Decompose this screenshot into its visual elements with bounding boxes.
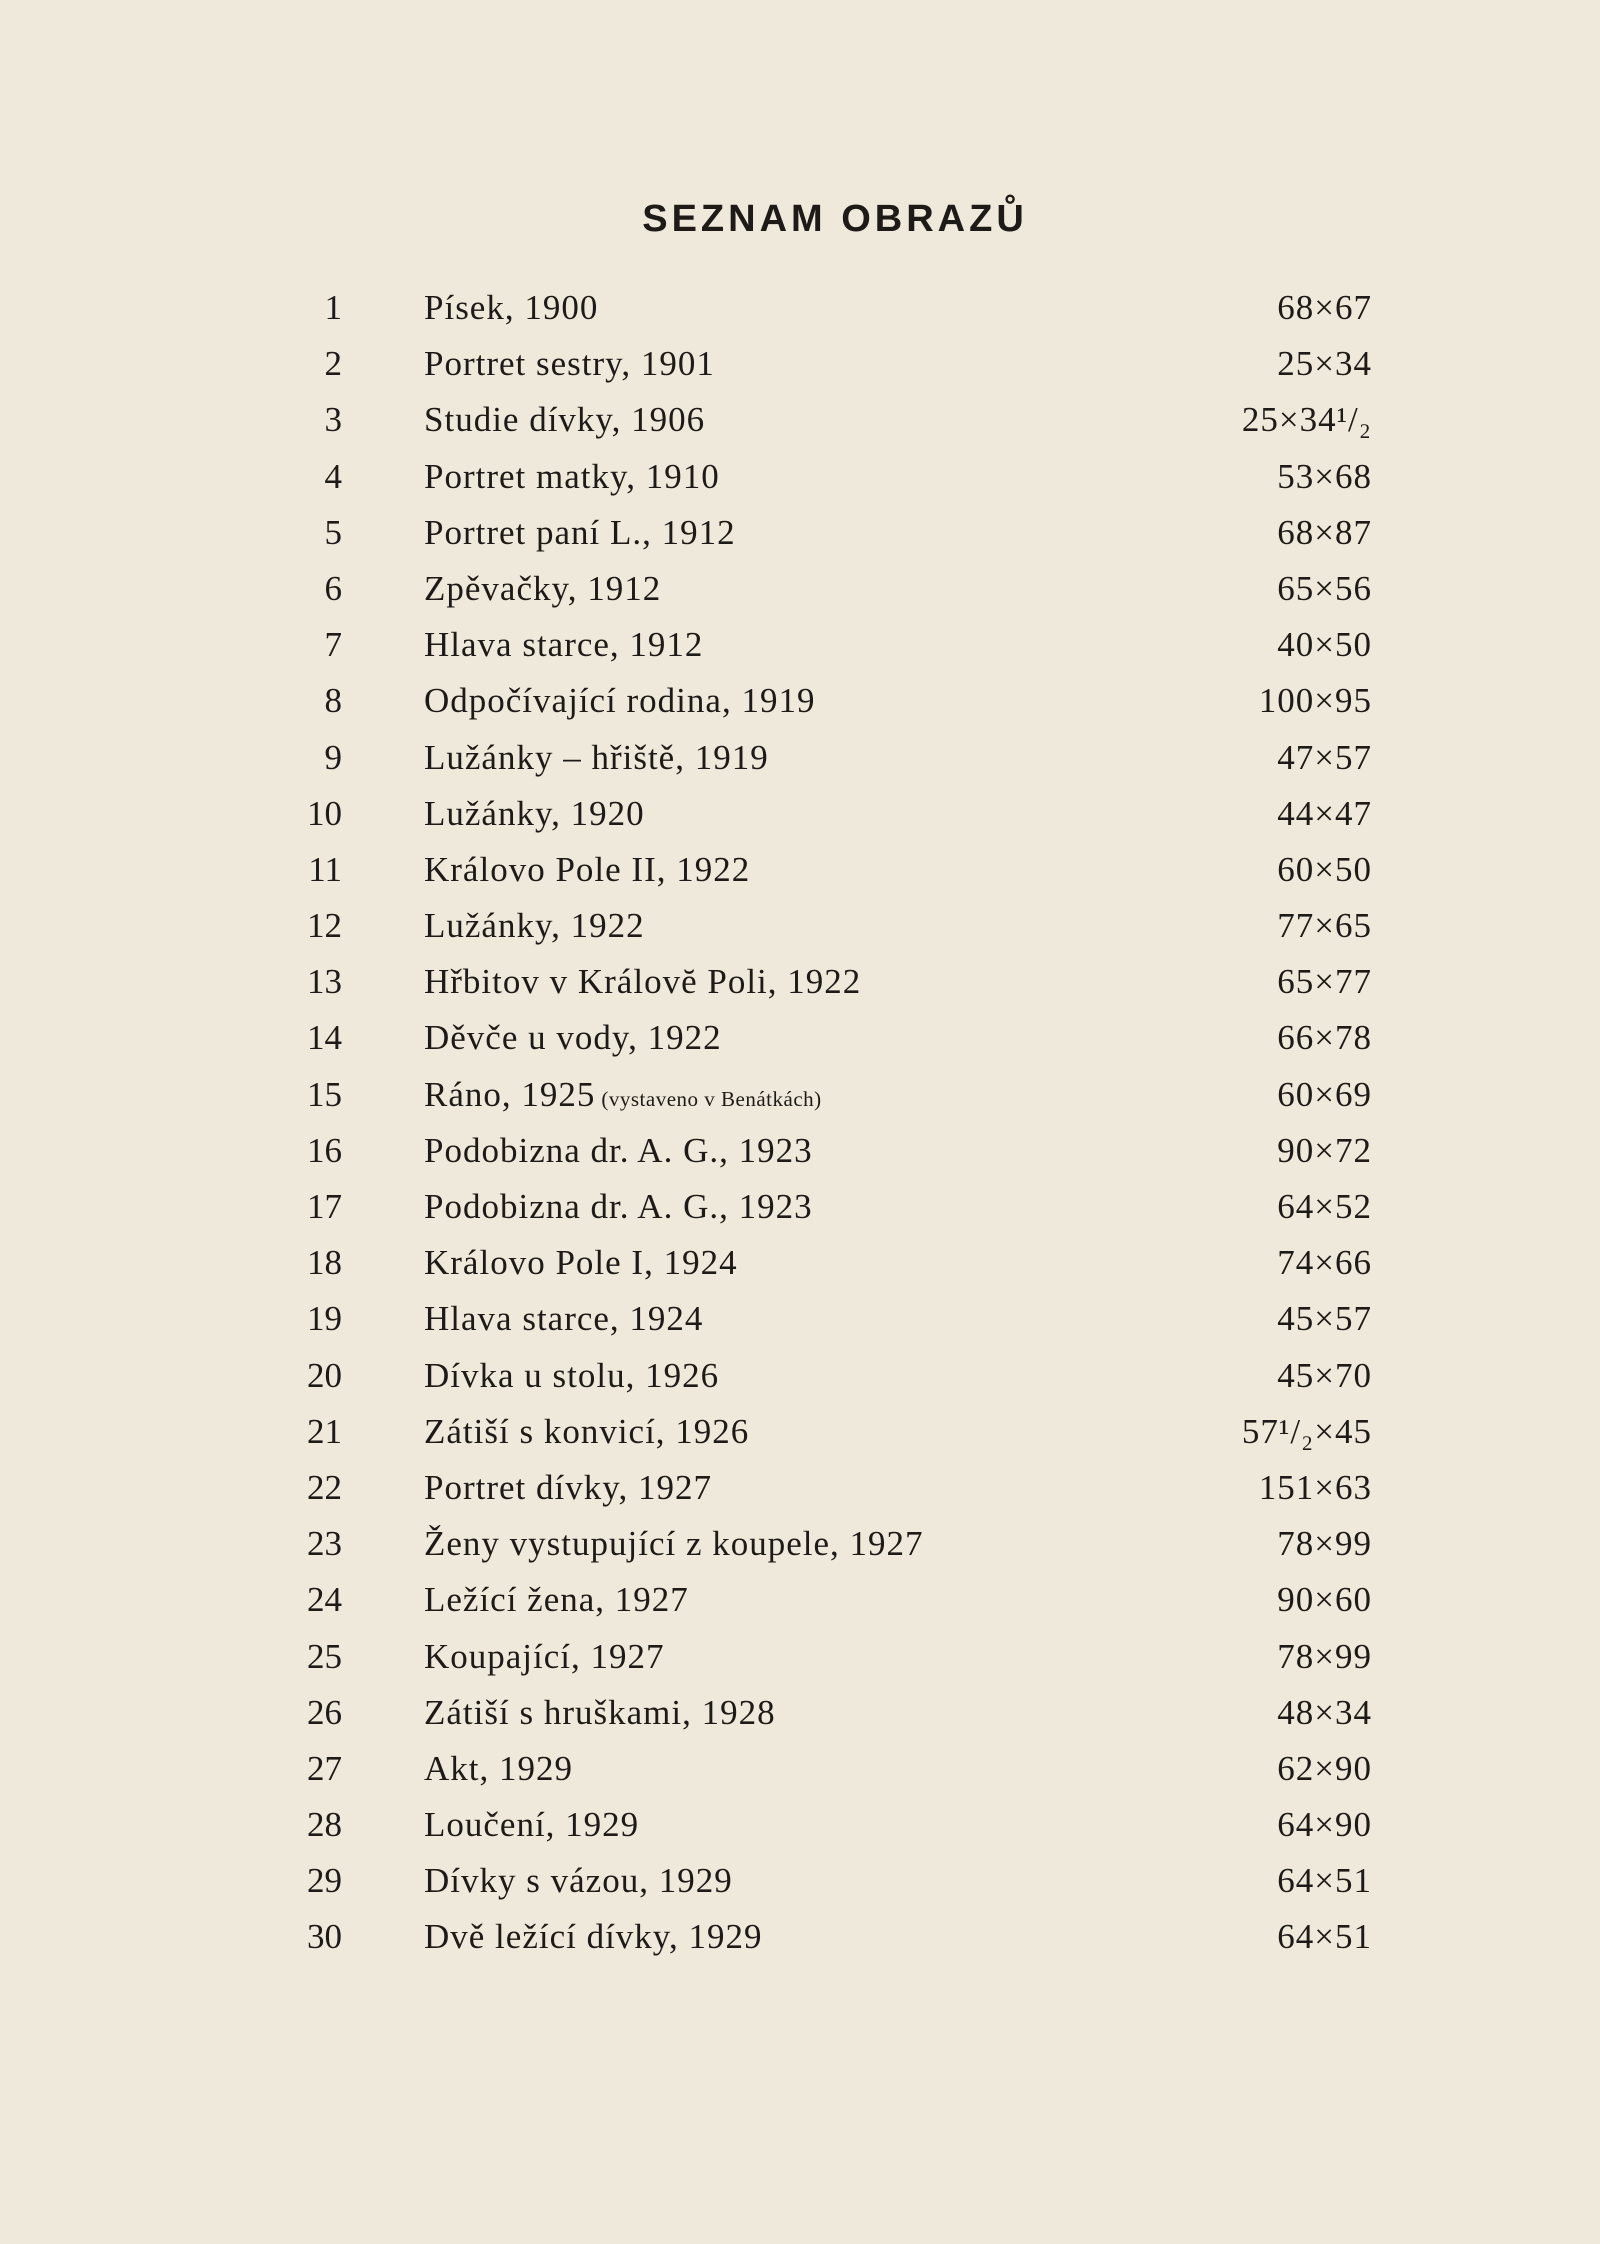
item-title: Hřbitov v Královĕ Poli, 1922 <box>424 962 862 1002</box>
item-number: 26 <box>307 1692 342 1732</box>
item-dimensions: 77×65 <box>1277 906 1372 946</box>
item-title: Studie dívky, 1906 <box>424 400 706 440</box>
item-title: Ráno, 1925 (vystaveno v Benátkách) <box>424 1074 822 1114</box>
item-dimensions: 65×77 <box>1277 962 1372 1002</box>
item-dimensions: 64×90 <box>1277 1805 1372 1845</box>
item-dimensions: 78×99 <box>1277 1636 1372 1676</box>
item-dimensions: 44×47 <box>1277 793 1372 833</box>
list-item <box>300 617 1372 673</box>
item-title: Loučení, 1929 <box>424 1805 640 1845</box>
item-dimensions: 47×57 <box>1277 737 1372 777</box>
item-title: Zátiší s hruškami, 1928 <box>424 1692 776 1732</box>
list-item <box>300 673 1372 729</box>
item-title: Podobizna dr. A. G., 1923 <box>424 1187 813 1226</box>
item-dimensions: 62×90 <box>1277 1748 1372 1788</box>
item-number: 3 <box>324 400 342 440</box>
item-number: 27 <box>307 1748 342 1788</box>
list-item <box>300 1404 1372 1460</box>
item-title: Královo Pole II, 1922 <box>424 849 751 889</box>
item-title: Portret paní L., 1912 <box>424 512 736 552</box>
list-item <box>300 1853 1372 1909</box>
item-number: 16 <box>307 1130 342 1170</box>
list-item <box>300 1179 1372 1235</box>
list-item <box>300 505 1372 561</box>
item-number: 4 <box>324 456 342 496</box>
item-number: 15 <box>307 1074 342 1114</box>
item-number: 19 <box>307 1299 342 1339</box>
item-dimensions: 64×51 <box>1277 1861 1372 1901</box>
item-number: 5 <box>324 512 342 552</box>
item-title: Ženy vystupující z koupele, 1927 <box>424 1524 924 1564</box>
item-number: 8 <box>324 681 342 721</box>
list-item <box>300 1629 1372 1685</box>
list-item <box>300 898 1372 954</box>
list-item <box>300 561 1372 617</box>
item-title: Lužánky, 1922 <box>424 906 645 946</box>
item-title: Zátiší s konvicí, 1926 <box>424 1411 750 1451</box>
item-dimensions: 90×72 <box>1277 1130 1372 1170</box>
item-title: Písek, 1900 <box>424 288 599 327</box>
item-number: 18 <box>307 1243 342 1283</box>
item-title: Královo Pole I, 1924 <box>424 1243 738 1283</box>
item-number: 12 <box>307 906 342 946</box>
list-item <box>300 842 1372 898</box>
list-item <box>300 280 1372 336</box>
item-dimensions: 64×51 <box>1277 1917 1372 1957</box>
item-number: 14 <box>307 1018 342 1058</box>
list-item <box>300 1741 1372 1797</box>
item-number: 7 <box>324 625 342 665</box>
item-number: 1 <box>324 288 342 327</box>
list-item <box>300 449 1372 505</box>
list-item <box>300 954 1372 1010</box>
item-dimensions: 25×34 <box>1277 344 1372 384</box>
item-number: 11 <box>308 849 342 889</box>
item-note: (vystaveno v Benátkách) <box>601 1086 822 1111</box>
list-item <box>300 1797 1372 1853</box>
item-dimensions: 78×99 <box>1277 1524 1372 1564</box>
list-item <box>300 1685 1372 1741</box>
item-title: Lužánky – hřiště, 1919 <box>424 737 769 777</box>
list-item <box>300 1291 1372 1347</box>
item-number: 2 <box>324 344 342 384</box>
list-item <box>300 1572 1372 1628</box>
item-number: 21 <box>307 1411 342 1451</box>
item-number: 10 <box>307 793 342 833</box>
list-item <box>300 392 1372 448</box>
item-title: Ležící žena, 1927 <box>424 1580 689 1620</box>
item-number: 23 <box>307 1524 342 1564</box>
item-dimensions: 90×60 <box>1277 1580 1372 1620</box>
item-title: Koupající, 1927 <box>424 1636 665 1676</box>
item-number: 20 <box>307 1355 342 1395</box>
item-number: 17 <box>307 1187 342 1226</box>
item-dimensions: 64×52 <box>1277 1187 1372 1226</box>
item-title: Podobizna dr. A. G., 1923 <box>424 1130 813 1170</box>
item-title: Akt, 1929 <box>424 1748 573 1788</box>
item-title: Zpěvačky, 1912 <box>424 568 662 608</box>
item-number: 9 <box>324 737 342 777</box>
item-dimensions: 66×78 <box>1277 1018 1372 1058</box>
item-title: Děvče u vody, 1922 <box>424 1018 722 1058</box>
item-title: Dívky s vázou, 1929 <box>424 1861 733 1901</box>
item-number: 24 <box>307 1580 342 1620</box>
item-title: Hlava starce, 1924 <box>424 1299 704 1339</box>
item-title: Odpočívající rodina, 1919 <box>424 681 816 721</box>
item-number: 30 <box>307 1917 342 1957</box>
list-item <box>300 1235 1372 1291</box>
item-dimensions: 53×68 <box>1277 456 1372 496</box>
item-title: Portret dívky, 1927 <box>424 1467 712 1507</box>
item-title: Lužánky, 1920 <box>424 793 645 833</box>
item-title: Dvě ležící dívky, 1929 <box>424 1917 763 1957</box>
list-item <box>300 786 1372 842</box>
item-dimensions: 65×56 <box>1277 568 1372 608</box>
item-dimensions: 151×63 <box>1258 1467 1372 1507</box>
item-title: Dívka u stolu, 1926 <box>424 1355 720 1395</box>
list-item <box>300 1010 1372 1066</box>
list-item <box>300 1348 1372 1404</box>
item-dimensions: 60×50 <box>1277 849 1372 889</box>
item-dimensions: 68×87 <box>1277 512 1372 552</box>
list-item <box>300 730 1372 786</box>
painting-list <box>300 280 1372 1966</box>
item-number: 29 <box>307 1861 342 1901</box>
list-item <box>300 1460 1372 1516</box>
item-dimensions: 57¹/₂×45 <box>1241 1411 1372 1451</box>
item-title: Hlava starce, 1912 <box>424 625 704 665</box>
item-number: 28 <box>307 1805 342 1845</box>
list-item <box>300 1123 1372 1179</box>
list-item <box>300 1909 1372 1965</box>
item-dimensions: 48×34 <box>1277 1692 1372 1732</box>
item-dimensions: 45×57 <box>1277 1299 1372 1339</box>
item-number: 13 <box>307 962 342 1002</box>
item-dimensions: 100×95 <box>1258 681 1372 721</box>
item-dimensions: 45×70 <box>1277 1355 1372 1395</box>
list-item <box>300 1516 1372 1572</box>
list-item <box>300 1067 1372 1123</box>
item-number: 22 <box>307 1467 342 1507</box>
item-title: Portret matky, 1910 <box>424 456 720 496</box>
item-number: 25 <box>307 1636 342 1676</box>
item-title: Portret sestry, 1901 <box>424 344 715 384</box>
item-dimensions: 74×66 <box>1277 1243 1372 1283</box>
page-title: SEZNAM OBRAZŮ <box>642 198 1028 240</box>
item-dimensions: 40×50 <box>1277 625 1372 665</box>
item-dimensions: 60×69 <box>1277 1074 1372 1114</box>
item-dimensions: 25×34¹/₂ <box>1241 400 1372 440</box>
list-item <box>300 336 1372 392</box>
item-number: 6 <box>324 568 342 608</box>
item-dimensions: 68×67 <box>1277 288 1372 327</box>
